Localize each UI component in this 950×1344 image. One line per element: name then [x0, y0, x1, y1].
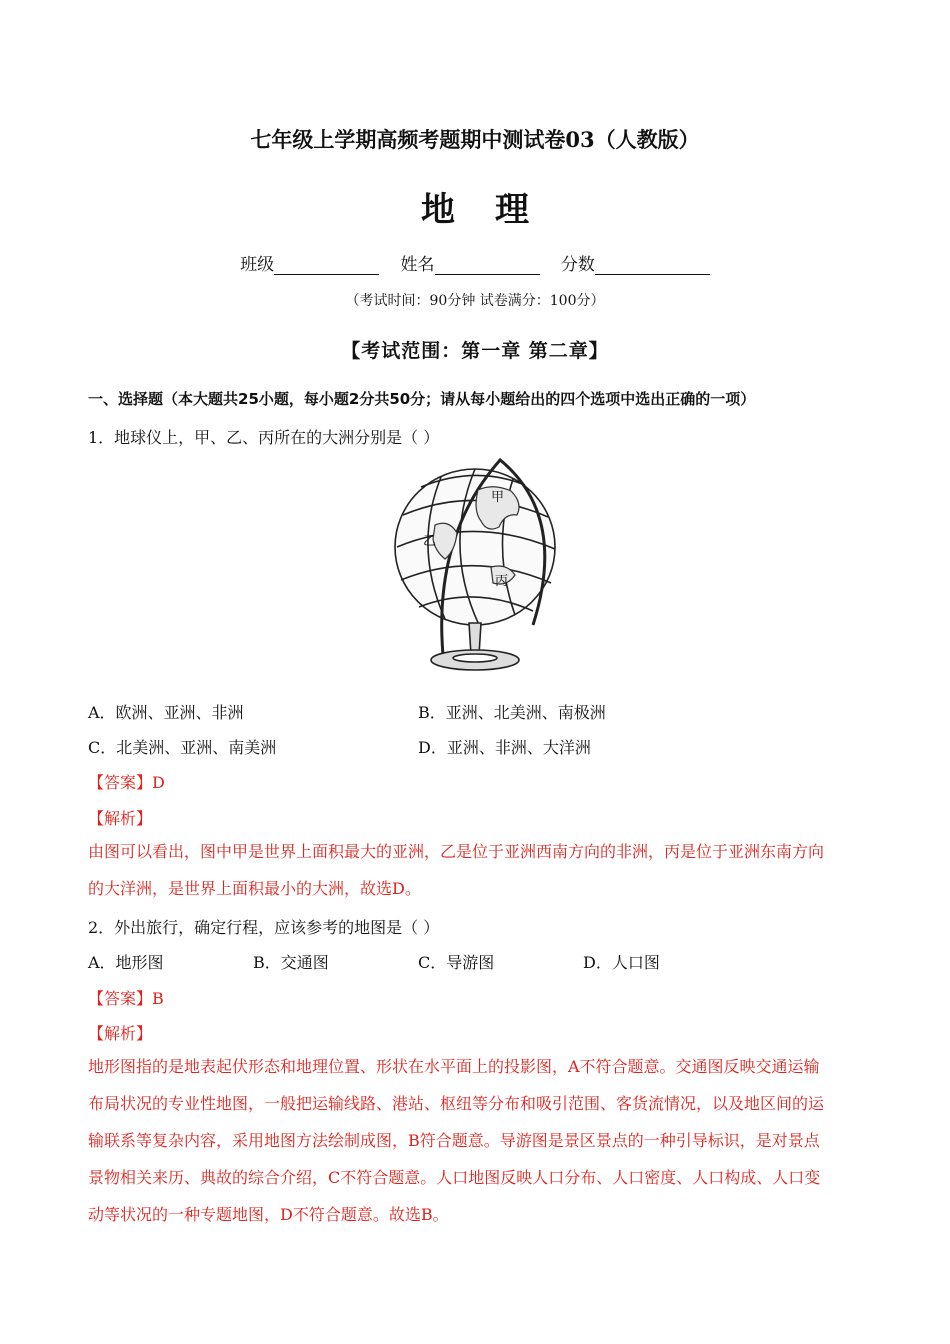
- q1-option-a[interactable]: A．欧洲、亚洲、非洲: [88, 703, 244, 722]
- q2-option-c[interactable]: C．导游图: [418, 953, 495, 972]
- q1-analysis-line: 的大洋洲，是世界上面积最小的大洲，故选D。: [88, 879, 421, 898]
- q2-analysis-line: 布局状况的专业性地图，一般把运输线路、港站、枢纽等分布和吸引范围、客货流情况，以及地区间的运: [88, 1094, 825, 1113]
- q2-option-b[interactable]: B．交通图: [253, 953, 329, 972]
- q1-option-b[interactable]: B．亚洲、北美洲、南极洲: [418, 703, 606, 722]
- q2-analysis: [88, 1048, 868, 1233]
- q2-analysis-line: 地形图指的是地表起伏形态和地理位置、形状在水平面上的投影图，A不符合题意。交通图反映交通运输: [88, 1057, 820, 1076]
- q1-analysis: [88, 833, 868, 907]
- q2-analysis-line: 动等状况的一种专题地图，D不符合题意。故选B。: [88, 1205, 449, 1224]
- q2-analysis-line: 景物相关来历、典故的综合介绍，C不符合题意。人口地图反映人口分布、人口密度、人口构成、人口变: [88, 1168, 821, 1187]
- q2-option-a[interactable]: A．地形图: [88, 953, 164, 972]
- name-blank[interactable]: [435, 256, 540, 275]
- paper-title: 七年级上学期高频考题期中测试卷03（人教版）: [250, 127, 700, 152]
- q2-analysis-label: 【解析】: [88, 1024, 153, 1043]
- section-heading: 一、选择题（本大题共25小题，每小题2分共50分；请从每小题给出的四个选项中选出正确的一项）: [88, 390, 756, 408]
- q2-answer: 【答案】B: [88, 989, 164, 1008]
- exam-info: （考试时间：90分钟 试卷满分：100分）: [345, 293, 605, 309]
- q1-option-d[interactable]: D．亚洲、非洲、大洋洲: [418, 738, 591, 757]
- q1-stem: 1．地球仪上，甲、乙、丙所在的大洲分别是（ ）: [88, 428, 440, 447]
- class-label: 班级: [240, 255, 275, 275]
- globe-icon: [383, 455, 568, 680]
- score-label: 分数: [560, 255, 595, 275]
- q1-option-c[interactable]: C．北美洲、亚洲、南美洲: [88, 738, 277, 757]
- student-info-fields: [0, 250, 950, 275]
- label-jia: 甲: [491, 490, 505, 505]
- q2-analysis-line: 输联系等复杂内容，采用地图方法绘制成图，B符合题意。导游图是景区景点的一种引导标识，是对景点: [88, 1131, 820, 1150]
- class-blank[interactable]: [274, 256, 379, 275]
- label-yi: 乙: [423, 534, 437, 549]
- q1-analysis-line: 由图可以看出，图中甲是世界上面积最大的亚洲，乙是位于亚洲西南方向的非洲，丙是位于亚洲东南方向: [88, 842, 825, 861]
- subject-title: 地理: [421, 190, 569, 230]
- score-field[interactable]: [561, 250, 710, 275]
- label-bing: 丙: [495, 574, 509, 589]
- score-blank[interactable]: [595, 256, 710, 275]
- name-field[interactable]: [401, 250, 540, 275]
- exam-scope: 【考试范围：第一章 第二章】: [341, 340, 609, 362]
- q2-option-d[interactable]: D．人口图: [583, 953, 660, 972]
- q1-analysis-label: 【解析】: [88, 809, 153, 828]
- globe-figure: [383, 455, 568, 680]
- q1-answer: 【答案】D: [88, 773, 165, 792]
- q2-stem: 2．外出旅行，确定行程，应该参考的地图是（ ）: [88, 918, 440, 937]
- class-field[interactable]: [240, 250, 379, 275]
- name-label: 姓名: [400, 255, 435, 275]
